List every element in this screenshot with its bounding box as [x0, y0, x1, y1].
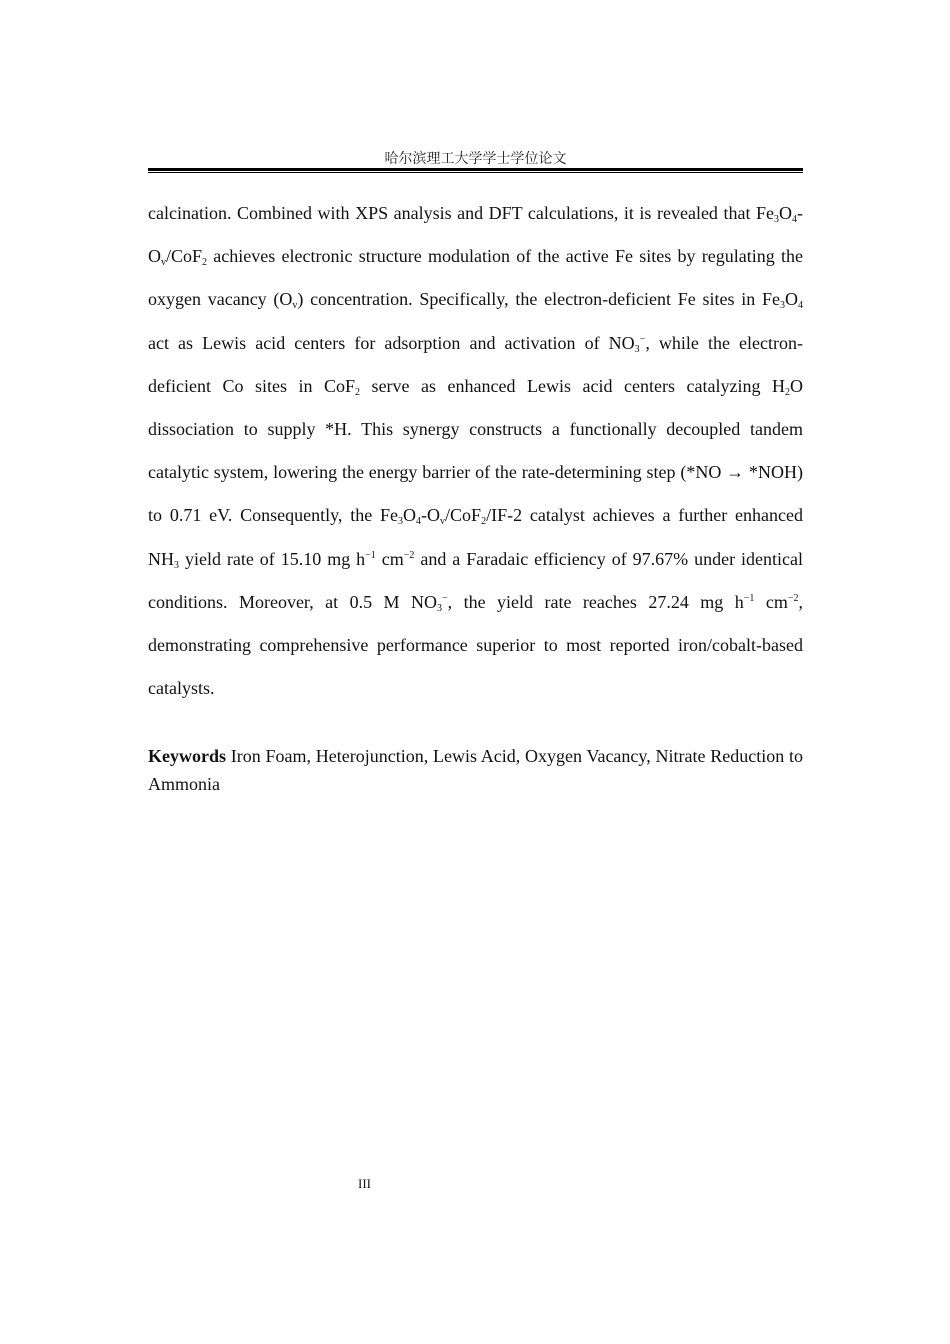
subscript: 2	[785, 386, 790, 398]
keywords-text: Iron Foam, Heterojunction, Lewis Acid, Oxygen Vacancy, Nitrate Reduction to Ammonia	[148, 746, 803, 794]
text-run: O dissociation to supply *H. This synergy constructs a functionally decoupled tandem catalytic system, lowering the energy barrier of the rate-determining step (*NO → *NOH) to 0.71 eV. Consequently, the Fe	[148, 375, 803, 526]
text-run: cm	[754, 591, 788, 612]
text-run: O	[779, 203, 792, 223]
superscript: −1	[365, 549, 376, 561]
text-run: O	[403, 505, 417, 526]
subscript: 3	[174, 559, 179, 571]
subscript: 3	[774, 214, 779, 225]
subscript: v	[292, 300, 298, 312]
subscript: 2	[202, 257, 208, 269]
subscript: 4	[416, 516, 422, 528]
subscript: 4	[792, 214, 797, 225]
superscript: −	[442, 592, 448, 604]
superscript: −2	[403, 549, 415, 561]
text-run: O	[784, 289, 798, 310]
superscript: −1	[743, 592, 755, 604]
text-run: ) concentration. Specifically, the electron-deficient Fe sites in Fe	[297, 289, 780, 310]
abstract-paragraph	[148, 192, 803, 710]
keywords-paragraph	[148, 742, 803, 798]
subscript: 3	[634, 343, 640, 355]
text-run: and a Faradaic efficiency of 97.67% under identical conditions. Moreover, at 0.5 M NO	[148, 548, 803, 612]
text-run: cm	[375, 548, 404, 569]
text-run: act as Lewis acid centers for adsorption and activation of NO	[148, 332, 635, 353]
text-run: /CoF	[166, 246, 203, 267]
text-run: yield rate of 15.10 mg h	[179, 548, 366, 569]
running-header-title: 哈尔滨理工大学学士学位论文	[384, 151, 567, 167]
subscript: 3	[779, 300, 785, 312]
subscript: 3	[437, 602, 443, 614]
subscript: 2	[355, 386, 361, 398]
keywords-label: Keywords	[148, 746, 226, 766]
text-run: /IF-2 catalyst achieves a further enhanced NH	[148, 505, 803, 569]
header-rule-thin	[148, 172, 803, 173]
subscript: 4	[797, 300, 803, 312]
subscript: 3	[398, 516, 404, 528]
text-run: achieves electronic structure modulation of the active Fe sites by regulating the oxygen vacancy (O	[148, 246, 803, 310]
text-run: , demonstrating comprehensive performance superior to most reported iron/cobalt-based catalysts.	[148, 591, 803, 699]
page-number: III	[358, 1176, 371, 1191]
text-run: -O	[148, 203, 803, 267]
subscript: v	[161, 257, 166, 269]
subscript: 2	[481, 516, 487, 528]
text-run: calcination. Combined with XPS analysis and DFT calculations, it is revealed that Fe	[148, 203, 774, 223]
text-run: -O	[421, 505, 441, 526]
superscript: −	[639, 333, 646, 345]
superscript: −2	[787, 592, 799, 604]
header-rule-thick	[148, 168, 803, 171]
text-run: /CoF	[445, 505, 482, 526]
text-run: , the yield rate reaches 27.24 mg h	[447, 591, 744, 612]
subscript: v	[440, 516, 446, 528]
text-run: serve as enhanced Lewis acid centers catalyzing H	[360, 375, 785, 396]
text-run: , while the electron-deficient Co sites in CoF	[148, 332, 803, 396]
